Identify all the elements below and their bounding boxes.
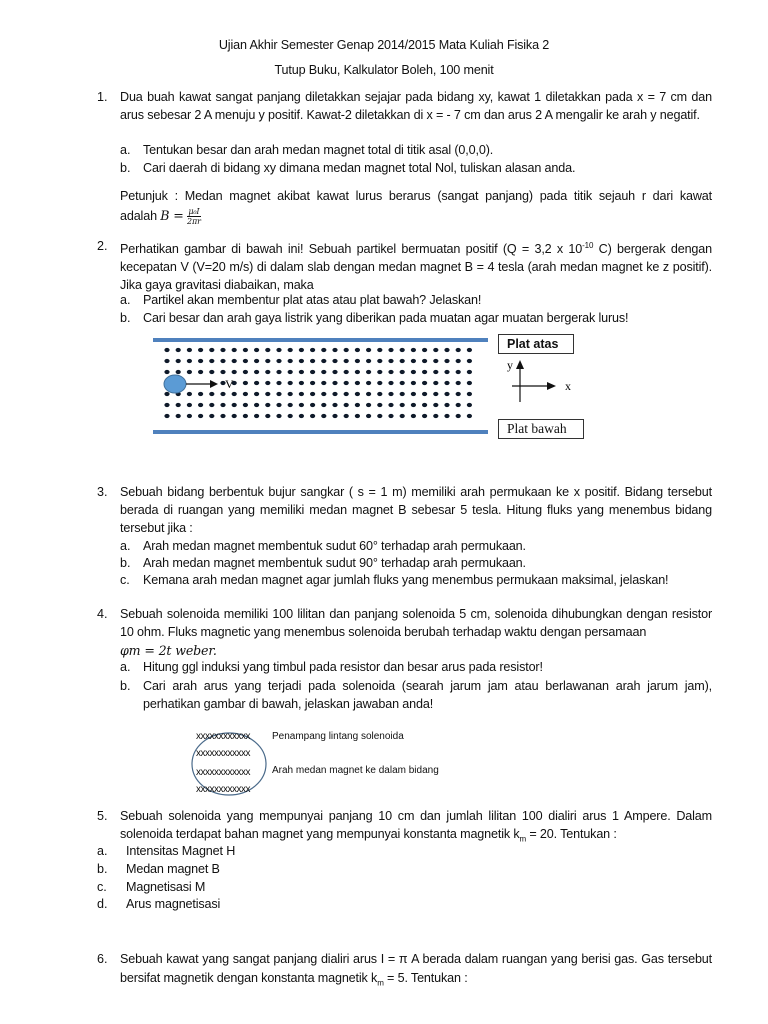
sub-question-c: Kemana arah medan magnet agar jumlah fluks yang menembus permukaan maksimal, jelaskan! bbox=[143, 573, 669, 587]
sub-question-a: Hitung ggl induksi yang timbul pada resistor dan besar arus pada resistor! bbox=[143, 660, 543, 674]
formula-lhs: B = bbox=[160, 208, 184, 223]
field-into-page-row: xxxxxxxxxxxx bbox=[196, 748, 250, 759]
field-into-page-row: xxxxxxxxxxxx bbox=[196, 767, 250, 778]
formula-denominator: 2πr bbox=[187, 217, 201, 227]
question-text-line-1: Sebuah kawat yang sangat panjang dialiri arus I = π A berada dalam ruangan yang berisi gas. Gas tersebut bbox=[120, 952, 712, 966]
exam-subtitle: Tutup Buku, Kalkulator Boleh, 100 menit bbox=[274, 63, 494, 77]
question-text: Sebuah bidang berbentuk bujur sangkar ( s = 1 m) memiliki arah permukaan ke x positif. Bidang tersebut berada di ruangan yang memiliki medan magnet B sebesar 5 tesla. Hitung fluks yang menembus bidang tersebut jika : bbox=[120, 485, 712, 535]
question-text-line-2 bbox=[120, 969, 468, 993]
sub-question-a: Intensitas Magnet H bbox=[126, 844, 236, 858]
subscript: m bbox=[519, 834, 527, 844]
item-label: b. bbox=[120, 311, 131, 325]
sub-question-d: Arus magnetisasi bbox=[126, 897, 221, 911]
x-axis-label: x bbox=[565, 379, 571, 393]
question-number: 2. bbox=[97, 239, 108, 253]
text-part: = 5. Tentukan : bbox=[383, 971, 468, 985]
sub-question-b: Medan magnet B bbox=[126, 862, 220, 876]
item-label: b. bbox=[97, 862, 108, 876]
sub-question-a: Partikel akan membentur plat atas atau plat bawah? Jelaskan! bbox=[143, 293, 482, 307]
item-label: a. bbox=[120, 293, 131, 307]
text-part: = 20. Tentukan : bbox=[526, 827, 617, 841]
exponent: -10 bbox=[582, 241, 594, 250]
velocity-label: V bbox=[225, 377, 234, 391]
question-number: 1. bbox=[97, 90, 108, 104]
item-label: a. bbox=[120, 660, 131, 674]
question-text: Dua buah kawat sangat panjang diletakkan sejajar pada bidang xy, kawat 1 diletakkan pada x = 7 cm dan arus sebesar 2 A menuju y positif. Kawat-2 diletakkan di x = - 7 cm dan arus 2 A mengalir ke arah y negatif. bbox=[120, 90, 712, 122]
item-label: c. bbox=[97, 880, 107, 894]
hint-text-2: adalah bbox=[120, 209, 157, 223]
item-label: b. bbox=[120, 556, 131, 570]
plate-bottom-label: Plat bawah bbox=[498, 419, 584, 439]
item-label: b. bbox=[120, 161, 131, 175]
text-part: C) bergerak dengan kecepatan V (V=20 m/s) di dalam slab dengan medan magnet B = 4 tesla (arah medan magnet ke z positif). Jika gaya gravitasi diabaikan, maka bbox=[120, 242, 712, 293]
sub-question-c: Magnetisasi M bbox=[126, 880, 206, 894]
question-number: 5. bbox=[97, 809, 108, 823]
question-number: 3. bbox=[97, 485, 108, 499]
item-label: a. bbox=[120, 539, 131, 553]
question-number: 6. bbox=[97, 952, 108, 966]
item-label: b. bbox=[120, 679, 131, 693]
sub-question-b: Cari besar dan arah gaya listrik yang diberikan pada muatan agar muatan bergerak lurus! bbox=[143, 311, 629, 325]
sub-question-b: Cari daerah di bidang xy dimana medan magnet total Nol, tuliskan alasan anda. bbox=[143, 161, 576, 175]
question-number: 4. bbox=[97, 607, 108, 621]
text-part: bersifat magnetik dengan konstanta magnetik k bbox=[120, 971, 378, 985]
sub-question-a: Tentukan besar dan arah medan magnet total di titik asal (0,0,0). bbox=[143, 143, 494, 157]
cross-section-label: Penampang lintang solenoida bbox=[272, 731, 404, 742]
sub-question-b: Cari arah arus yang terjadi pada solenoida (searah jarum jam atau berlawanan arah jarum jam), perhatikan gambar di bawah, jelaskan jawaban anda! bbox=[143, 679, 712, 711]
hint-text: Petunjuk : Medan magnet akibat kawat lurus berarus (sangat panjang) pada titik sejauh r dari kawat bbox=[120, 189, 712, 203]
item-label: c. bbox=[120, 573, 130, 587]
item-label: a. bbox=[97, 844, 108, 858]
field-direction-label: Arah medan magnet ke dalam bidang bbox=[272, 765, 439, 776]
item-label: a. bbox=[120, 143, 131, 157]
item-label: d. bbox=[97, 897, 108, 911]
question-text: Sebuah solenoida memiliki 100 lilitan dan panjang solenoida 5 cm, solenoida dihubungkan dengan resistor 10 ohm. Fluks magnetic yang menembus solenoida berubah terhadap waktu dengan persamaan bbox=[120, 607, 712, 639]
y-axis-label: y bbox=[507, 358, 513, 372]
formula-numerator: μ₀I bbox=[188, 207, 200, 217]
text-part: Perhatikan gambar di bawah ini! Sebuah partikel bermuatan positif (Q = 3,2 x 10 bbox=[120, 242, 583, 257]
field-into-page-row: xxxxxxxxxxxx bbox=[196, 784, 250, 795]
field-into-page-row: xxxxxxxxxxxx bbox=[196, 731, 250, 742]
flux-equation: φm = 2t weber. bbox=[120, 643, 217, 658]
sub-question-a: Arah medan magnet membentuk sudut 60° terhadap arah permukaan. bbox=[143, 539, 526, 553]
text-part: Sebuah solenoida yang mempunyai panjang 10 cm dan jumlah lilitan 100 dialiri arus 1 Ampere. Dalam solenoida terdapat bahan magnet yang mempunyai konstanta magnetik k bbox=[120, 809, 712, 841]
sub-question-b: Arah medan magnet membentuk sudut 90° terhadap arah permukaan. bbox=[143, 556, 526, 570]
subscript: m bbox=[377, 978, 384, 988]
plate-top-label: Plat atas bbox=[498, 334, 574, 354]
exam-title: Ujian Akhir Semester Genap 2014/2015 Mata Kuliah Fisika 2 bbox=[218, 38, 550, 52]
